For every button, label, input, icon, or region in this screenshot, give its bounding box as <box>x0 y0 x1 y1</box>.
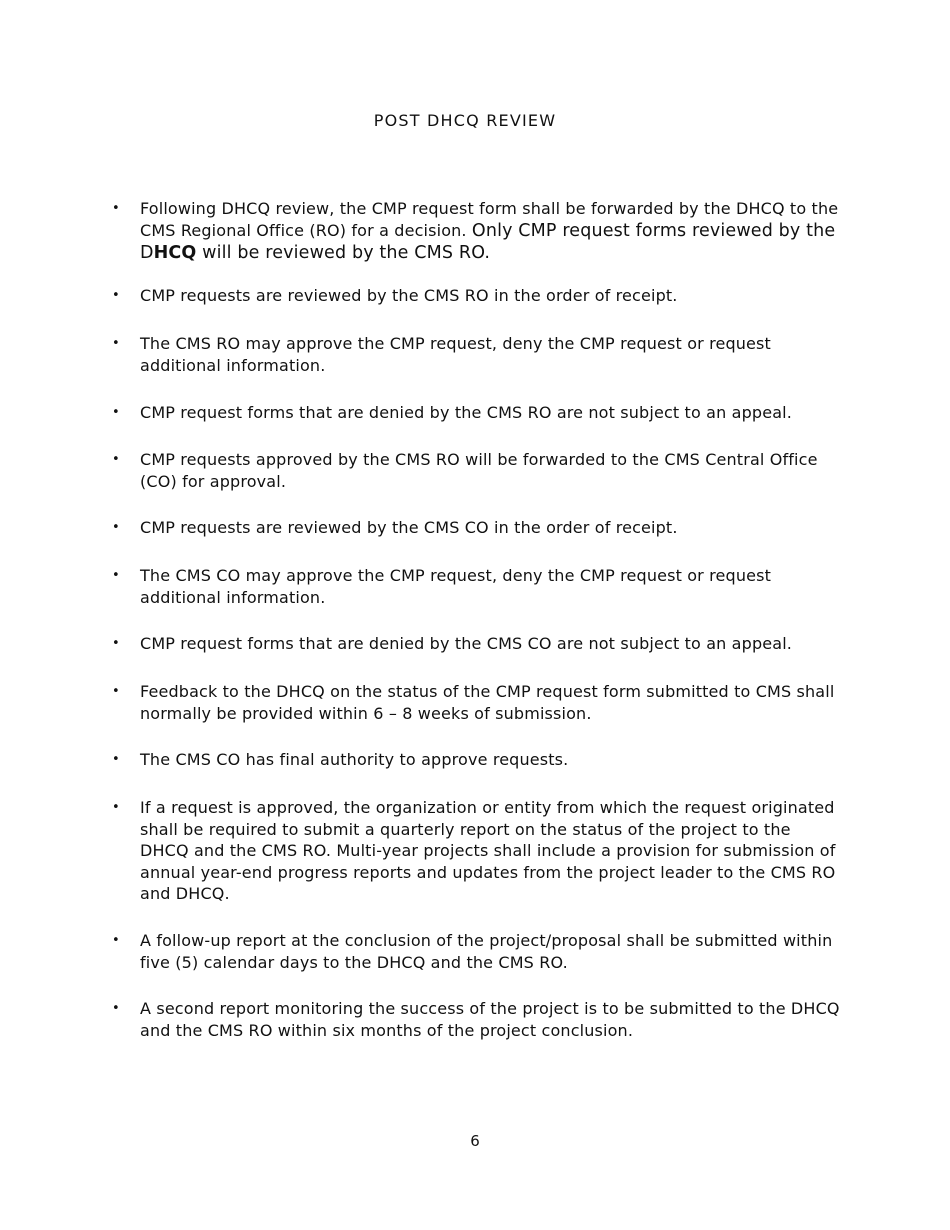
list-item <box>112 681 842 724</box>
bullet-icon: • <box>112 336 120 351</box>
bullet-icon: • <box>112 201 120 216</box>
list-item-text-part: will be reviewed by the CMS RO. <box>196 243 491 263</box>
list-item-text: CMP request forms that are denied by the CMS CO are not subject to an appeal. <box>140 634 793 653</box>
list-item <box>112 333 842 376</box>
list-item-text-part: Only CMP request forms reviewed by the D <box>140 220 836 263</box>
page-number: 6 <box>470 1132 480 1150</box>
list-item <box>112 198 842 265</box>
list-item-text: CMP requests approved by the CMS RO will be forwarded to the CMS Central Office (CO) for approval. <box>140 450 818 491</box>
list-item-text: The CMS CO may approve the CMP request, deny the CMP request or request additional information. <box>140 566 772 607</box>
list-item-text: CMP request forms that are denied by the CMS RO are not subject to an appeal. <box>140 403 792 422</box>
bullet-icon: • <box>112 405 120 420</box>
list-item-text: A second report monitoring the success of the project is to be submitted to the DHCQ and the CMS RO within six months of the project conclusion. <box>140 999 840 1040</box>
list-item <box>112 797 842 905</box>
bullet-icon: • <box>112 568 120 583</box>
list-item-text: A follow-up report at the conclusion of the project/proposal shall be submitted within five (5) calendar days to the DHCQ and the CMS RO. <box>140 931 833 972</box>
bullet-icon: • <box>112 288 120 303</box>
list-item-text: CMP requests are reviewed by the CMS CO in the order of receipt. <box>140 518 678 537</box>
list-item-text: The CMS RO may approve the CMP request, deny the CMP request or request additional information. <box>140 334 771 375</box>
list-item-text: If a request is approved, the organization or entity from which the request originated shall be required to submit a quarterly report on the status of the project to the DHCQ and the CMS RO. Multi-year projects shall include a provision for submission of annual year-end progress reports and updates from the project leader to the CMS RO and DHCQ. <box>140 798 836 903</box>
page-title: POST DHCQ REVIEW <box>373 111 557 130</box>
list-item <box>112 633 842 655</box>
list-item <box>112 930 842 973</box>
list-item <box>112 517 842 539</box>
list-item-text-part: Following DHCQ review, the CMP request form shall be forwarded by the DHCQ to the CMS Regional Office (RO) for a decision. <box>140 199 839 240</box>
list-item-text: CMP requests are reviewed by the CMS RO in the order of receipt. <box>140 286 678 305</box>
bullet-icon: • <box>112 684 120 699</box>
list-item <box>112 285 842 307</box>
bullet-icon: • <box>112 636 120 651</box>
list-item <box>112 749 842 771</box>
bullet-icon: • <box>112 800 120 815</box>
bullet-icon: • <box>112 1001 120 1016</box>
list-item-text: Feedback to the DHCQ on the status of the CMP request form submitted to CMS shall normally be provided within 6 – 8 weeks of submission. <box>140 682 835 723</box>
list-item-text <box>140 198 842 265</box>
bullet-icon: • <box>112 520 120 535</box>
list-item <box>112 998 842 1041</box>
list-item <box>112 402 842 424</box>
list-item <box>112 449 842 492</box>
list-item <box>112 565 842 608</box>
list-item-text-emphasis: HCQ <box>153 243 197 263</box>
bullet-icon: • <box>112 452 120 467</box>
bullet-icon: • <box>112 933 120 948</box>
list-item-text: The CMS CO has final authority to approve requests. <box>140 750 569 769</box>
bullet-icon: • <box>112 752 120 767</box>
